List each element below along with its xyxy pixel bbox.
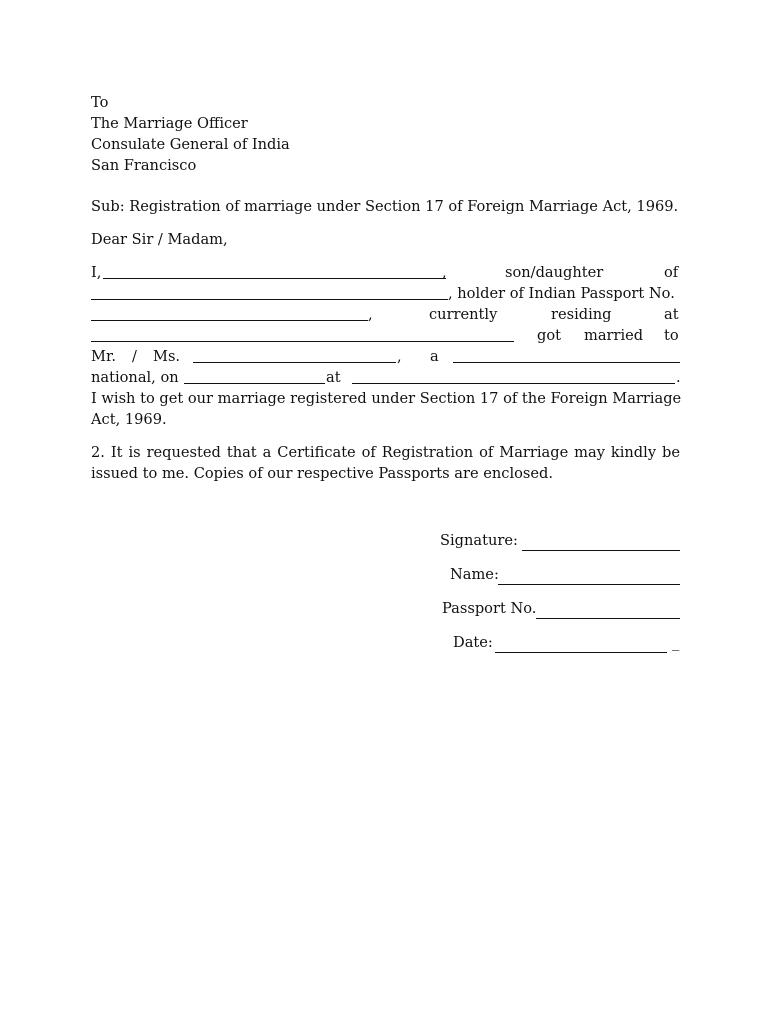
of-label: of [664, 264, 679, 281]
address-line-3: San Francisco [91, 157, 197, 174]
comma-3: , [397, 348, 402, 365]
applicant-name-blank[interactable] [103, 278, 446, 279]
a-label: a [430, 348, 439, 365]
at-label: at [664, 306, 679, 323]
signature-row [91, 532, 680, 566]
request-paragraph: 2. It is requested that a Certificate of Registration of Marriage may kindly be issued to me. Copies of our respective Passports are enclosed. [91, 444, 680, 482]
i-label: I, [91, 264, 102, 281]
currently-label: currently [429, 306, 498, 323]
letter-body [91, 92, 680, 484]
passport-label: Passport No. [442, 600, 537, 617]
married-label: married [584, 327, 644, 344]
spouse-nationality-blank[interactable] [453, 362, 680, 363]
son-daughter-label: son/daughter [505, 264, 604, 281]
form-line-5 [91, 346, 680, 367]
marriage-place-blank[interactable] [352, 383, 675, 384]
form-line-2 [91, 283, 680, 304]
comma-2: , [368, 306, 373, 323]
form-line-3 [91, 304, 680, 325]
form-line-6 [91, 367, 680, 388]
period: . [676, 369, 681, 386]
national-on-label: national, on [91, 369, 179, 386]
signature-block [91, 532, 680, 668]
passport-number-blank[interactable] [91, 320, 368, 321]
name-label: Name: [450, 566, 499, 583]
wish-line-1: I wish to get our marriage registered under Section 17 of the Foreign Marriage [91, 390, 682, 407]
to-label: to [664, 327, 679, 344]
spouse-name-blank[interactable] [193, 362, 396, 363]
got-label: got [537, 327, 561, 344]
subject-line: Sub: Registration of marriage under Section 17 of Foreign Marriage Act, 1969. [91, 198, 679, 215]
date-trail: _ [672, 634, 680, 651]
slash-label: / [132, 348, 137, 365]
address-line-2: Consulate General of India [91, 136, 290, 153]
address-to: To [91, 94, 109, 111]
marriage-date-blank[interactable] [184, 383, 325, 384]
passport-row [91, 600, 680, 634]
residing-label: residing [551, 306, 612, 323]
address-line-1: The Marriage Officer [91, 115, 248, 132]
form-line-1 [91, 262, 680, 283]
signature-blank[interactable] [522, 550, 680, 551]
passport-blank[interactable] [536, 618, 680, 619]
date-blank[interactable] [495, 652, 667, 653]
name-row [91, 566, 680, 600]
wish-line-2: Act, 1969. [91, 411, 167, 428]
holder-label: , holder of Indian Passport No. [448, 285, 675, 302]
residence-address-blank[interactable] [91, 341, 514, 342]
date-label: Date: [453, 634, 493, 651]
mr-label: Mr. [91, 348, 116, 365]
comma-1: , [442, 264, 447, 281]
form-line-4 [91, 325, 680, 346]
at-label-2: at [326, 369, 341, 386]
salutation: Dear Sir / Madam, [91, 231, 228, 248]
name-blank[interactable] [498, 584, 680, 585]
ms-label: Ms. [153, 348, 181, 365]
signature-label: Signature: [440, 532, 518, 549]
parent-name-blank[interactable] [91, 299, 448, 300]
date-row [91, 634, 680, 668]
